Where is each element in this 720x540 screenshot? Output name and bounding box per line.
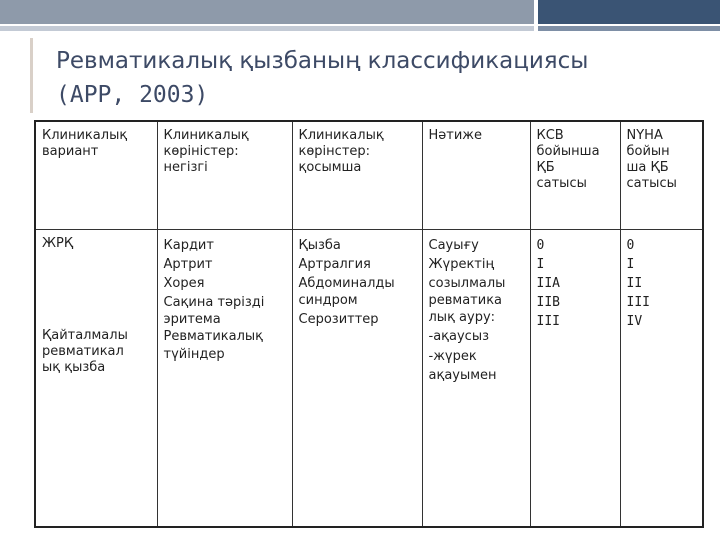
header-text: Клиникалық <box>298 128 384 143</box>
sign-text: Кардит <box>163 237 214 253</box>
header-text: ҚБ <box>536 160 555 175</box>
variant-text: ЖРҚ <box>42 235 74 251</box>
header-extra-signs <box>292 121 422 229</box>
header-text: бойынша <box>536 144 600 159</box>
variant-text: ық қызба <box>42 359 106 375</box>
sign-text: Абдоминалды <box>298 275 395 291</box>
header-ksv-stage <box>530 121 620 229</box>
sign-text: Қызба <box>298 237 341 253</box>
stage-text: 0 <box>626 237 635 253</box>
top-bar-navy-segment <box>538 0 720 24</box>
stage-text: III <box>626 294 650 310</box>
header-text: қосымша <box>298 160 362 175</box>
top-bar-gray-segment <box>0 0 534 24</box>
header-text: сатысы <box>536 176 587 191</box>
stage-text: IIB <box>536 294 560 310</box>
outcome-text: лық ауру: <box>428 309 496 325</box>
top-decoration-bar <box>0 0 720 24</box>
slide-title-line-2: (АРР, 2003) <box>56 82 209 108</box>
header-text: негізгі <box>163 160 208 175</box>
spacer <box>42 290 151 328</box>
sign-text: түйіндер <box>163 346 225 362</box>
top-rule <box>0 26 720 31</box>
slide-title-line-1: Ревматикалық қызбаның классификациясы <box>56 48 589 74</box>
cell-ksv-stages <box>530 229 620 527</box>
header-main-signs <box>157 121 292 229</box>
sign-text: Артрит <box>163 256 213 272</box>
header-text: Клиникалық <box>42 128 128 143</box>
outcome-text: ақауымен <box>428 367 497 383</box>
sign-text: Хорея <box>163 275 205 291</box>
cell-variant <box>35 229 157 527</box>
outcome-text: Жүректің <box>428 256 495 272</box>
sign-text: Серозиттер <box>298 311 379 327</box>
variant-text: ревматикал <box>42 343 124 359</box>
header-outcome <box>422 121 530 229</box>
top-rule-right <box>538 26 720 31</box>
stage-text: IIA <box>536 275 560 291</box>
header-text: көріністер: <box>163 144 239 159</box>
spacer <box>42 252 151 290</box>
sign-text: Артралгия <box>298 256 371 272</box>
table-header-row <box>35 121 703 229</box>
header-text: Клиникалық <box>163 128 249 143</box>
sign-text: Ревматикалық <box>163 328 264 344</box>
header-variant <box>35 121 157 229</box>
header-text: көрінстер: <box>298 144 371 159</box>
outcome-text: созылмалы <box>428 275 506 291</box>
stage-text: IV <box>626 313 643 329</box>
cell-nyha-stages <box>620 229 703 527</box>
stage-text: II <box>626 275 643 291</box>
classification-table <box>34 120 704 528</box>
cell-main-signs <box>157 229 292 527</box>
outcome-text: -ақаусыз <box>428 328 489 344</box>
stage-text: 0 <box>536 237 545 253</box>
top-rule-left <box>0 26 534 31</box>
header-text: NYHA <box>626 128 663 143</box>
stage-text: I <box>536 256 545 272</box>
header-text: ша ҚБ <box>626 160 669 175</box>
sign-text: Сақина тәрізді <box>163 294 265 310</box>
variant-text: Қайталмалы <box>42 327 128 343</box>
header-nyha-stage <box>620 121 703 229</box>
header-text: Нәтиже <box>428 128 483 143</box>
slide-title <box>56 44 706 112</box>
sign-text: эритема <box>163 311 221 327</box>
header-text: сатысы <box>626 176 677 191</box>
cell-outcome <box>422 229 530 527</box>
stage-text: III <box>536 313 560 329</box>
outcome-text: ревматика <box>428 292 503 308</box>
header-text: вариант <box>42 144 99 159</box>
sign-text: синдром <box>298 292 358 308</box>
header-text: КСВ <box>536 128 564 143</box>
cell-extra-signs <box>292 229 422 527</box>
outcome-text: -жүрек <box>428 348 477 364</box>
table-row <box>35 229 703 527</box>
stage-text: I <box>626 256 635 272</box>
header-text: бойын <box>626 144 670 159</box>
title-accent-bar <box>30 38 33 113</box>
outcome-text: Сауығу <box>428 237 479 253</box>
